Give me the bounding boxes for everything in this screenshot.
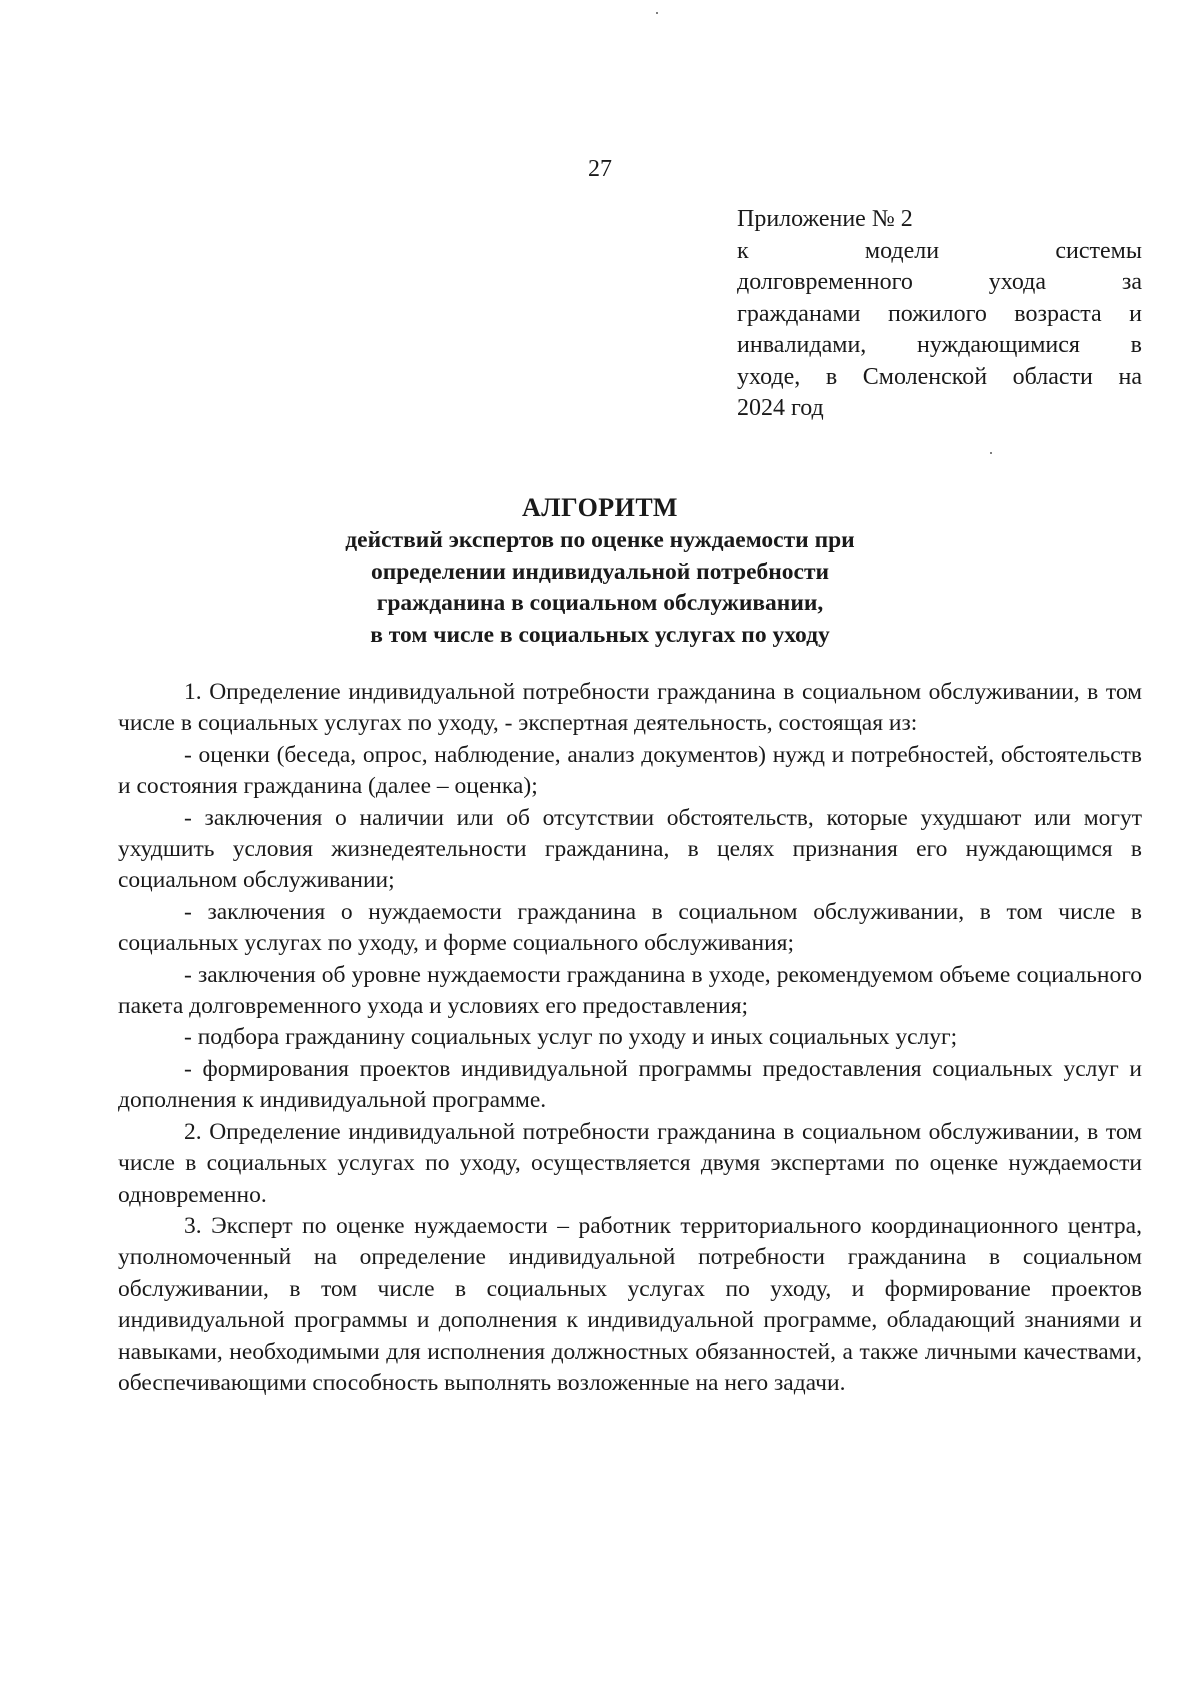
list-item: - оценки (беседа, опрос, наблюдение, анализ документов) нужд и потребностей, обстоятельств и состояния гражданина (далее – оценка); (118, 741, 1142, 800)
appendix-line: инвалидами, нуждающимися в (737, 332, 1142, 358)
document-title (0, 491, 1200, 651)
appendix-line: гражданами пожилого возраста и (737, 300, 1142, 327)
title-subline: в том числе в социальных услугах по уходу (370, 621, 830, 648)
list-item: - заключения о наличии или об отсутствии обстоятельств, которые ухудшают или могут ухудшить условия жизнедеятельности гражданина, в целях признания его нуждающимся в социальном обслуживании; (118, 804, 1142, 894)
paragraph: 1. Определение индивидуальной потребности гражданина в социальном обслуживании, в том числе в социальных услугах по уходу, - экспертная деятельность, состоящая из: (118, 679, 1142, 737)
appendix-line: Приложение № 2 (737, 206, 913, 232)
title-subline: действий экспертов по оценке нуждаемости при (345, 527, 855, 553)
document-body (118, 677, 1142, 1399)
list-item: - заключения об уровне нуждаемости гражданина в уходе, рекомендуемом объеме социального пакета долговременного ухода и условиях его предоставления; (118, 961, 1142, 1020)
paragraph: 3. Эксперт по оценке нуждаемости – работник территориального координационного центра, уполномоченный на определение индивидуальной потребности гражданина в социальном обслуживании, в том числе в социальных услугах по уходу, и формирование проектов индивидуальной программы и дополнения к индивидуальной программе, обладающий знаниями и навыками, необходимыми для исполнения должностных обязанностей, а также личными качествами, обеспечивающими способность выполнять возложенные на него задачи. (118, 1212, 1142, 1396)
list-item: - подбора гражданину социальных услуг по уходу и иных социальных услуг; (184, 1024, 958, 1051)
title-subline: определении индивидуальной потребности (370, 558, 830, 585)
list-item: - заключения о нуждаемости гражданина в социальном обслуживании, в том числе в социальных услугах по уходу, и форме социального обслуживания; (118, 898, 1142, 957)
appendix-header (737, 204, 1142, 425)
title-main: АЛГОРИТМ (522, 493, 678, 522)
appendix-line: к модели системы (737, 237, 1142, 264)
appendix-line: уходе, в Смоленской области на (737, 363, 1142, 390)
scan-speck (990, 452, 992, 454)
page-number: 27 (588, 156, 612, 182)
scan-speck (656, 12, 658, 14)
paragraph: 2. Определение индивидуальной потребности гражданина в социальном обслуживании, в том числе в социальных услугах по уходу, осуществляется двумя экспертами по оценке нуждаемости одновременно. (118, 1118, 1142, 1208)
appendix-line: долговременного ухода за (737, 269, 1142, 295)
title-subline: гражданина в социальном обслуживании, (376, 590, 824, 616)
appendix-line: 2024 год (737, 395, 824, 421)
list-item: - формирования проектов индивидуальной программы предоставления социальных услуг и дополнения к индивидуальной программе. (118, 1055, 1142, 1114)
